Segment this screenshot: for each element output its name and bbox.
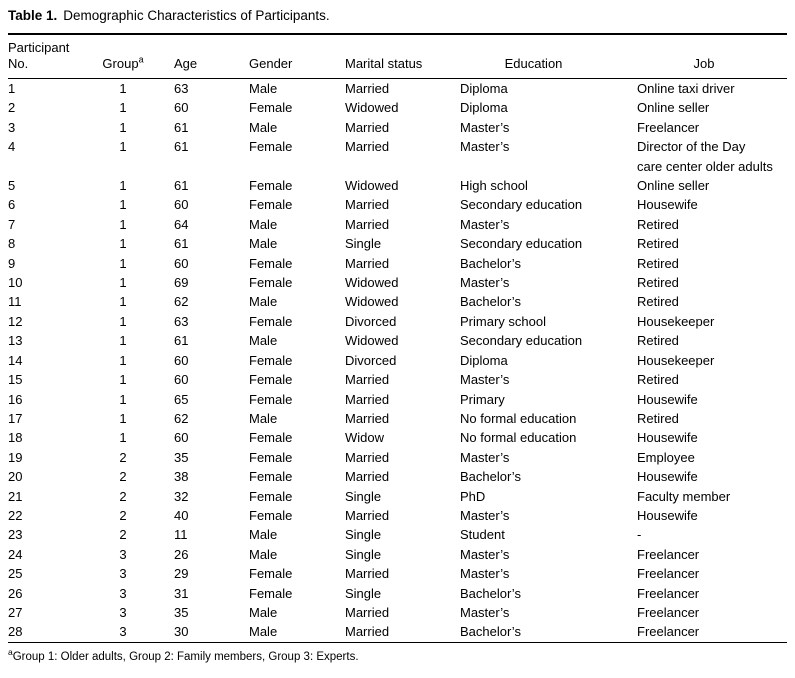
cell-group: 1 (119, 197, 127, 213)
cell-education: Master’s (460, 604, 510, 620)
cell-job: Housekeeper (637, 352, 715, 368)
cell-education: No formal education (460, 430, 577, 446)
cell-group: 1 (119, 333, 127, 349)
cell-participant-no: 26 (8, 585, 23, 601)
table-row (8, 312, 787, 331)
cell-group: 3 (119, 546, 127, 562)
cell-participant-no: 23 (8, 527, 23, 543)
table-row (8, 254, 787, 273)
cell-job: Retired (637, 410, 679, 426)
table-row (8, 370, 787, 389)
cell-age: 32 (174, 488, 189, 504)
table-row (8, 390, 787, 409)
cell-gender: Male (249, 119, 278, 135)
table-row (8, 234, 787, 253)
cell-age: 61 (174, 333, 189, 349)
footnote-marker: a (8, 646, 13, 657)
table-row (8, 273, 787, 292)
cell-education: Master’s (460, 119, 510, 135)
cell-group: 3 (119, 604, 127, 620)
cell-job: Housewife (637, 391, 698, 407)
table-row (8, 79, 787, 99)
table-row (8, 331, 787, 350)
cell-age: 60 (174, 372, 189, 388)
col-header-participant-no: Participant No. (8, 34, 88, 79)
table-row (8, 409, 787, 428)
cell-participant-no: 5 (8, 178, 16, 194)
cell-education: Bachelor’s (460, 255, 521, 271)
table-row (8, 564, 787, 583)
table-title-text: Demographic Characteristics of Participants. (63, 8, 330, 23)
cell-marital-status: Widowed (345, 178, 399, 194)
cell-gender: Female (249, 430, 293, 446)
cell-participant-no: 10 (8, 275, 23, 291)
cell-marital-status: Married (345, 81, 390, 96)
cell-marital-status: Single (345, 236, 382, 252)
table-row (8, 603, 787, 622)
cell-job: Online seller (637, 100, 710, 116)
cell-age: 60 (174, 352, 189, 368)
cell-group: 1 (119, 236, 127, 252)
cell-age: 63 (174, 81, 189, 96)
cell-group: 1 (119, 216, 127, 232)
cell-participant-no: 7 (8, 216, 16, 232)
cell-participant-no: 22 (8, 507, 23, 523)
cell-education: Secondary education (460, 333, 583, 349)
table-row (8, 118, 787, 137)
cell-marital-status: Married (345, 391, 390, 407)
cell-education: Primary (460, 391, 505, 407)
cell-gender: Male (249, 236, 278, 252)
cell-education: No formal education (460, 410, 577, 426)
table-row (8, 137, 787, 176)
col-header-age: Age (158, 34, 236, 79)
cell-education: Primary school (460, 313, 546, 329)
cell-gender: Male (249, 81, 278, 96)
cell-marital-status: Widowed (345, 275, 399, 291)
cell-participant-no: 1 (8, 81, 16, 96)
cell-group: 1 (119, 352, 127, 368)
cell-age: 60 (174, 197, 189, 213)
col-header-marital-status: Marital status (331, 34, 446, 79)
cell-age: 29 (174, 566, 189, 582)
cell-marital-status: Widowed (345, 100, 399, 116)
cell-group: 1 (119, 255, 127, 271)
cell-job: Freelancer (637, 566, 700, 582)
table-row (8, 467, 787, 486)
cell-job: Housewife (637, 430, 698, 446)
cell-group: 2 (119, 449, 127, 465)
cell-participant-no: 28 (8, 624, 23, 640)
cell-education: PhD (460, 488, 486, 504)
cell-age: 63 (174, 313, 189, 329)
cell-job: Online taxi driver (637, 81, 735, 96)
cell-gender: Female (249, 255, 293, 271)
cell-gender: Female (249, 178, 293, 194)
cell-participant-no: 2 (8, 100, 16, 116)
cell-education: Master’s (460, 449, 510, 465)
cell-participant-no: 17 (8, 410, 23, 426)
cell-job: Freelancer (637, 119, 700, 135)
cell-education: Master’s (460, 216, 510, 232)
cell-education: Master’s (460, 507, 510, 523)
table-row (8, 584, 787, 603)
table-title (8, 6, 787, 26)
cell-job: Employee (637, 449, 695, 465)
cell-marital-status: Divorced (345, 352, 397, 368)
col-header-education: Education (446, 34, 621, 79)
cell-age: 61 (174, 119, 189, 135)
cell-marital-status: Married (345, 197, 390, 213)
cell-education: Bachelor’s (460, 585, 521, 601)
cell-gender: Female (249, 313, 293, 329)
cell-group: 1 (119, 100, 127, 116)
cell-job: Freelancer (637, 624, 700, 640)
cell-group: 1 (119, 313, 127, 329)
cell-gender: Female (249, 449, 293, 465)
cell-participant-no: 21 (8, 488, 23, 504)
cell-participant-no: 20 (8, 469, 23, 485)
cell-group: 1 (119, 178, 127, 194)
cell-participant-no: 18 (8, 430, 23, 446)
cell-marital-status: Single (345, 488, 382, 504)
cell-marital-status: Married (345, 566, 390, 582)
cell-marital-status: Divorced (345, 313, 397, 329)
cell-marital-status: Married (345, 119, 390, 135)
group-footnote-marker: a (138, 54, 144, 65)
cell-job: Housewife (637, 469, 698, 485)
cell-participant-no: 4 (8, 139, 16, 155)
cell-education: Diploma (460, 81, 508, 96)
cell-marital-status: Widow (345, 430, 385, 446)
cell-participant-no: 14 (8, 352, 23, 368)
table-row (8, 525, 787, 544)
cell-group: 2 (119, 507, 127, 523)
cell-education: Master’s (460, 546, 510, 562)
cell-gender: Female (249, 488, 293, 504)
cell-marital-status: Widowed (345, 294, 399, 310)
cell-age: 60 (174, 430, 189, 446)
cell-education: Master’s (460, 139, 510, 155)
table-row (8, 98, 787, 117)
cell-age: 61 (174, 236, 189, 252)
cell-gender: Male (249, 604, 278, 620)
cell-age: 69 (174, 275, 189, 291)
cell-participant-no: 8 (8, 236, 16, 252)
cell-job: Housewife (637, 507, 698, 523)
cell-age: 62 (174, 410, 189, 426)
cell-gender: Female (249, 391, 293, 407)
table-row (8, 195, 787, 214)
cell-education: Bachelor’s (460, 624, 521, 640)
cell-job: Retired (637, 255, 679, 271)
cell-job: Retired (637, 294, 679, 310)
table-row (8, 351, 787, 370)
table-row (8, 487, 787, 506)
cell-gender: Female (249, 352, 293, 368)
cell-group: 2 (119, 469, 127, 485)
cell-education: Master’s (460, 372, 510, 388)
cell-gender: Female (249, 566, 293, 582)
table-row (8, 292, 787, 311)
cell-job: Director of the Day care center older adults (637, 139, 773, 174)
cell-age: 40 (174, 507, 189, 523)
cell-participant-no: 25 (8, 566, 23, 582)
cell-marital-status: Single (345, 546, 382, 562)
cell-marital-status: Married (345, 139, 390, 155)
table-header-row (8, 34, 787, 79)
cell-age: 60 (174, 255, 189, 271)
cell-group: 1 (119, 430, 127, 446)
cell-job: Retired (637, 372, 679, 388)
cell-job: Housekeeper (637, 313, 715, 329)
cell-group: 1 (119, 81, 127, 96)
table-title-label: Table 1. (8, 8, 58, 23)
cell-education: Diploma (460, 352, 508, 368)
cell-education: Secondary education (460, 197, 583, 213)
cell-marital-status: Married (345, 372, 390, 388)
cell-marital-status: Married (345, 410, 390, 426)
cell-group: 1 (119, 372, 127, 388)
cell-education: Bachelor’s (460, 469, 521, 485)
cell-participant-no: 12 (8, 313, 23, 329)
cell-marital-status: Married (345, 507, 390, 523)
col-header-job: Job (621, 34, 787, 79)
cell-gender: Male (249, 546, 278, 562)
cell-gender: Female (249, 372, 293, 388)
cell-age: 35 (174, 449, 189, 465)
cell-participant-no: 6 (8, 197, 16, 213)
cell-job: Faculty member (637, 488, 731, 504)
cell-job: Online seller (637, 178, 710, 194)
cell-marital-status: Single (345, 585, 382, 601)
cell-group: 3 (119, 585, 127, 601)
cell-gender: Male (249, 410, 278, 426)
table-row (8, 176, 787, 195)
cell-job: Retired (637, 216, 679, 232)
cell-marital-status: Married (345, 449, 390, 465)
cell-job: Freelancer (637, 546, 700, 562)
cell-group: 1 (119, 275, 127, 291)
cell-education: Student (460, 527, 505, 543)
cell-gender: Female (249, 197, 293, 213)
cell-participant-no: 3 (8, 119, 16, 135)
cell-participant-no: 9 (8, 255, 16, 271)
cell-education: Bachelor’s (460, 294, 521, 310)
footnote-text: Group 1: Older adults, Group 2: Family members, Group 3: Experts. (12, 650, 359, 663)
cell-group: 3 (119, 566, 127, 582)
cell-participant-no: 11 (8, 294, 22, 310)
cell-participant-no: 15 (8, 372, 23, 388)
cell-age: 65 (174, 391, 189, 407)
cell-participant-no: 24 (8, 546, 23, 562)
col-header-group: Group$^a$ (88, 34, 158, 79)
table-row (8, 215, 787, 234)
cell-gender: Female (249, 507, 293, 523)
cell-gender: Male (249, 624, 278, 640)
cell-group: 1 (119, 119, 127, 135)
cell-job: Housewife (637, 197, 698, 213)
cell-age: 31 (174, 585, 189, 601)
cell-gender: Male (249, 294, 278, 310)
cell-job: Retired (637, 275, 679, 291)
cell-education: Secondary education (460, 236, 583, 252)
cell-education: Diploma (460, 100, 508, 116)
cell-age: 61 (174, 139, 189, 155)
cell-group: 1 (119, 294, 127, 310)
cell-marital-status: Married (345, 469, 390, 485)
table-body (8, 79, 787, 643)
cell-age: 26 (174, 546, 189, 562)
cell-participant-no: 19 (8, 449, 23, 465)
cell-marital-status: Married (345, 604, 390, 620)
cell-participant-no: 16 (8, 391, 23, 407)
cell-age: 11 (174, 527, 188, 543)
cell-participant-no: 27 (8, 604, 23, 620)
cell-group: 2 (119, 527, 127, 543)
cell-group: 2 (119, 488, 127, 504)
cell-education: Master’s (460, 566, 510, 582)
table-row (8, 506, 787, 525)
cell-marital-status: Single (345, 527, 382, 543)
cell-age: 61 (174, 178, 189, 194)
demographics-table (8, 33, 787, 643)
cell-age: 30 (174, 624, 189, 640)
cell-age: 38 (174, 469, 189, 485)
cell-marital-status: Married (345, 216, 390, 232)
cell-age: 62 (174, 294, 189, 310)
cell-participant-no: 13 (8, 333, 23, 349)
cell-gender: Female (249, 585, 293, 601)
cell-job: Retired (637, 333, 679, 349)
cell-job: Freelancer (637, 604, 700, 620)
cell-marital-status: Married (345, 255, 390, 271)
table-row (8, 545, 787, 564)
cell-job: Freelancer (637, 585, 700, 601)
cell-group: 1 (119, 391, 127, 407)
cell-gender: Male (249, 333, 278, 349)
cell-marital-status: Widowed (345, 333, 399, 349)
cell-education: Master’s (460, 275, 510, 291)
cell-group: 3 (119, 624, 127, 640)
cell-gender: Female (249, 100, 293, 116)
table-row (8, 428, 787, 447)
cell-marital-status: Married (345, 624, 390, 640)
table-row (8, 448, 787, 467)
cell-age: 64 (174, 216, 189, 232)
cell-job: - (637, 527, 642, 543)
table-row (8, 622, 787, 642)
cell-job: Retired (637, 236, 679, 252)
cell-age: 35 (174, 604, 189, 620)
cell-gender: Male (249, 527, 278, 543)
table-header (8, 34, 787, 79)
cell-gender: Female (249, 275, 293, 291)
cell-education: High school (460, 178, 528, 194)
cell-group: 1 (119, 139, 127, 155)
table-footnote (8, 646, 787, 665)
cell-age: 60 (174, 100, 189, 116)
cell-gender: Female (249, 469, 293, 485)
cell-gender: Male (249, 216, 278, 232)
cell-group: 1 (119, 410, 127, 426)
cell-gender: Female (249, 139, 293, 155)
col-header-gender: Gender (236, 34, 331, 79)
